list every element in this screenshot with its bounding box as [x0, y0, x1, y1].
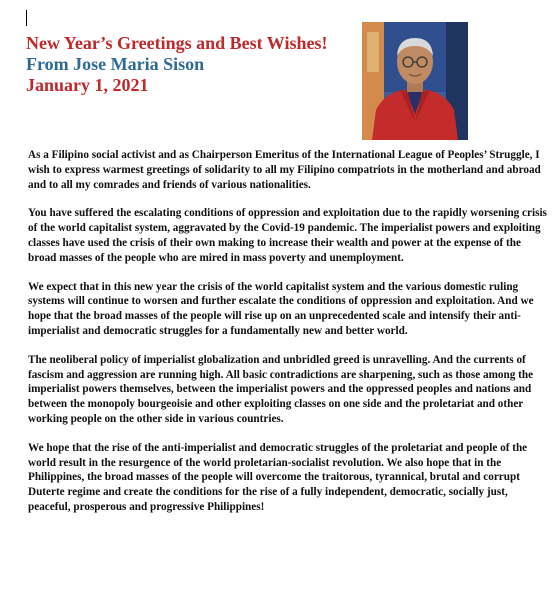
paragraph: The neoliberal policy of imperialist globalization and unbridled greed is unravelling. And the currents of fascism and aggression are running high. All basic contradictions are sharpening, such as those among the imperialist powers themselves, between the imperialist powers and the oppressed peoples and nations and between the monopoly bourgeoisie and other exploiting classes on one side and the proletariat and other working people on the other side in various countries.: [28, 353, 534, 425]
greeting-author: From Jose Maria Sison: [26, 54, 205, 74]
greeting-header: [26, 33, 327, 96]
author-photo: [362, 22, 468, 140]
letter-body: [28, 148, 548, 529]
greeting-title: New Year’s Greetings and Best Wishes!: [26, 33, 328, 53]
paragraph: We hope that the rise of the anti-imperialist and democratic struggles of the proletariat and people of the world result in the resurgence of the world proletarian-socialist revolution. We also hope that in the Philippines, the broad masses of the people will overcome the traitorous, tyrannical, brutal and corrupt Duterte regime and create the conditions for the rise of a fully independent, democratic, socially just, peaceful, prosperous and progressive Philippines!: [28, 441, 528, 513]
paragraph: We expect that in this new year the crisis of the world capitalist system and the various domestic ruling systems will continue to worsen and further escalate the conditions of oppression and exploitation. And we hope that the broad masses of the people will rise up on an unprecedented scale and intensify their anti-imperialist and democratic struggles for a fundamentally new and better world.: [28, 280, 534, 337]
paragraph: You have suffered the escalating conditions of oppression and exploitation due to the rapidly worsening crisis of the world capitalist system, aggravated by the Covid-19 pandemic. The imperialist powers and exploiting classes have used the crisis of their own making to increase their wealth and power at the expense of the broad masses of the people who are mired in mass poverty and unemployment.: [28, 207, 547, 264]
greeting-date: January 1, 2021: [26, 75, 149, 95]
text-cursor: [26, 10, 27, 26]
paragraph: As a Filipino social activist and as Chairperson Emeritus of the International League of Peoples’ Struggle, I wish to express warmest greetings of solidarity to all my Filipino compatriots in the motherland and abroad and to all my comrades and friends of various nationalities.: [28, 149, 541, 191]
